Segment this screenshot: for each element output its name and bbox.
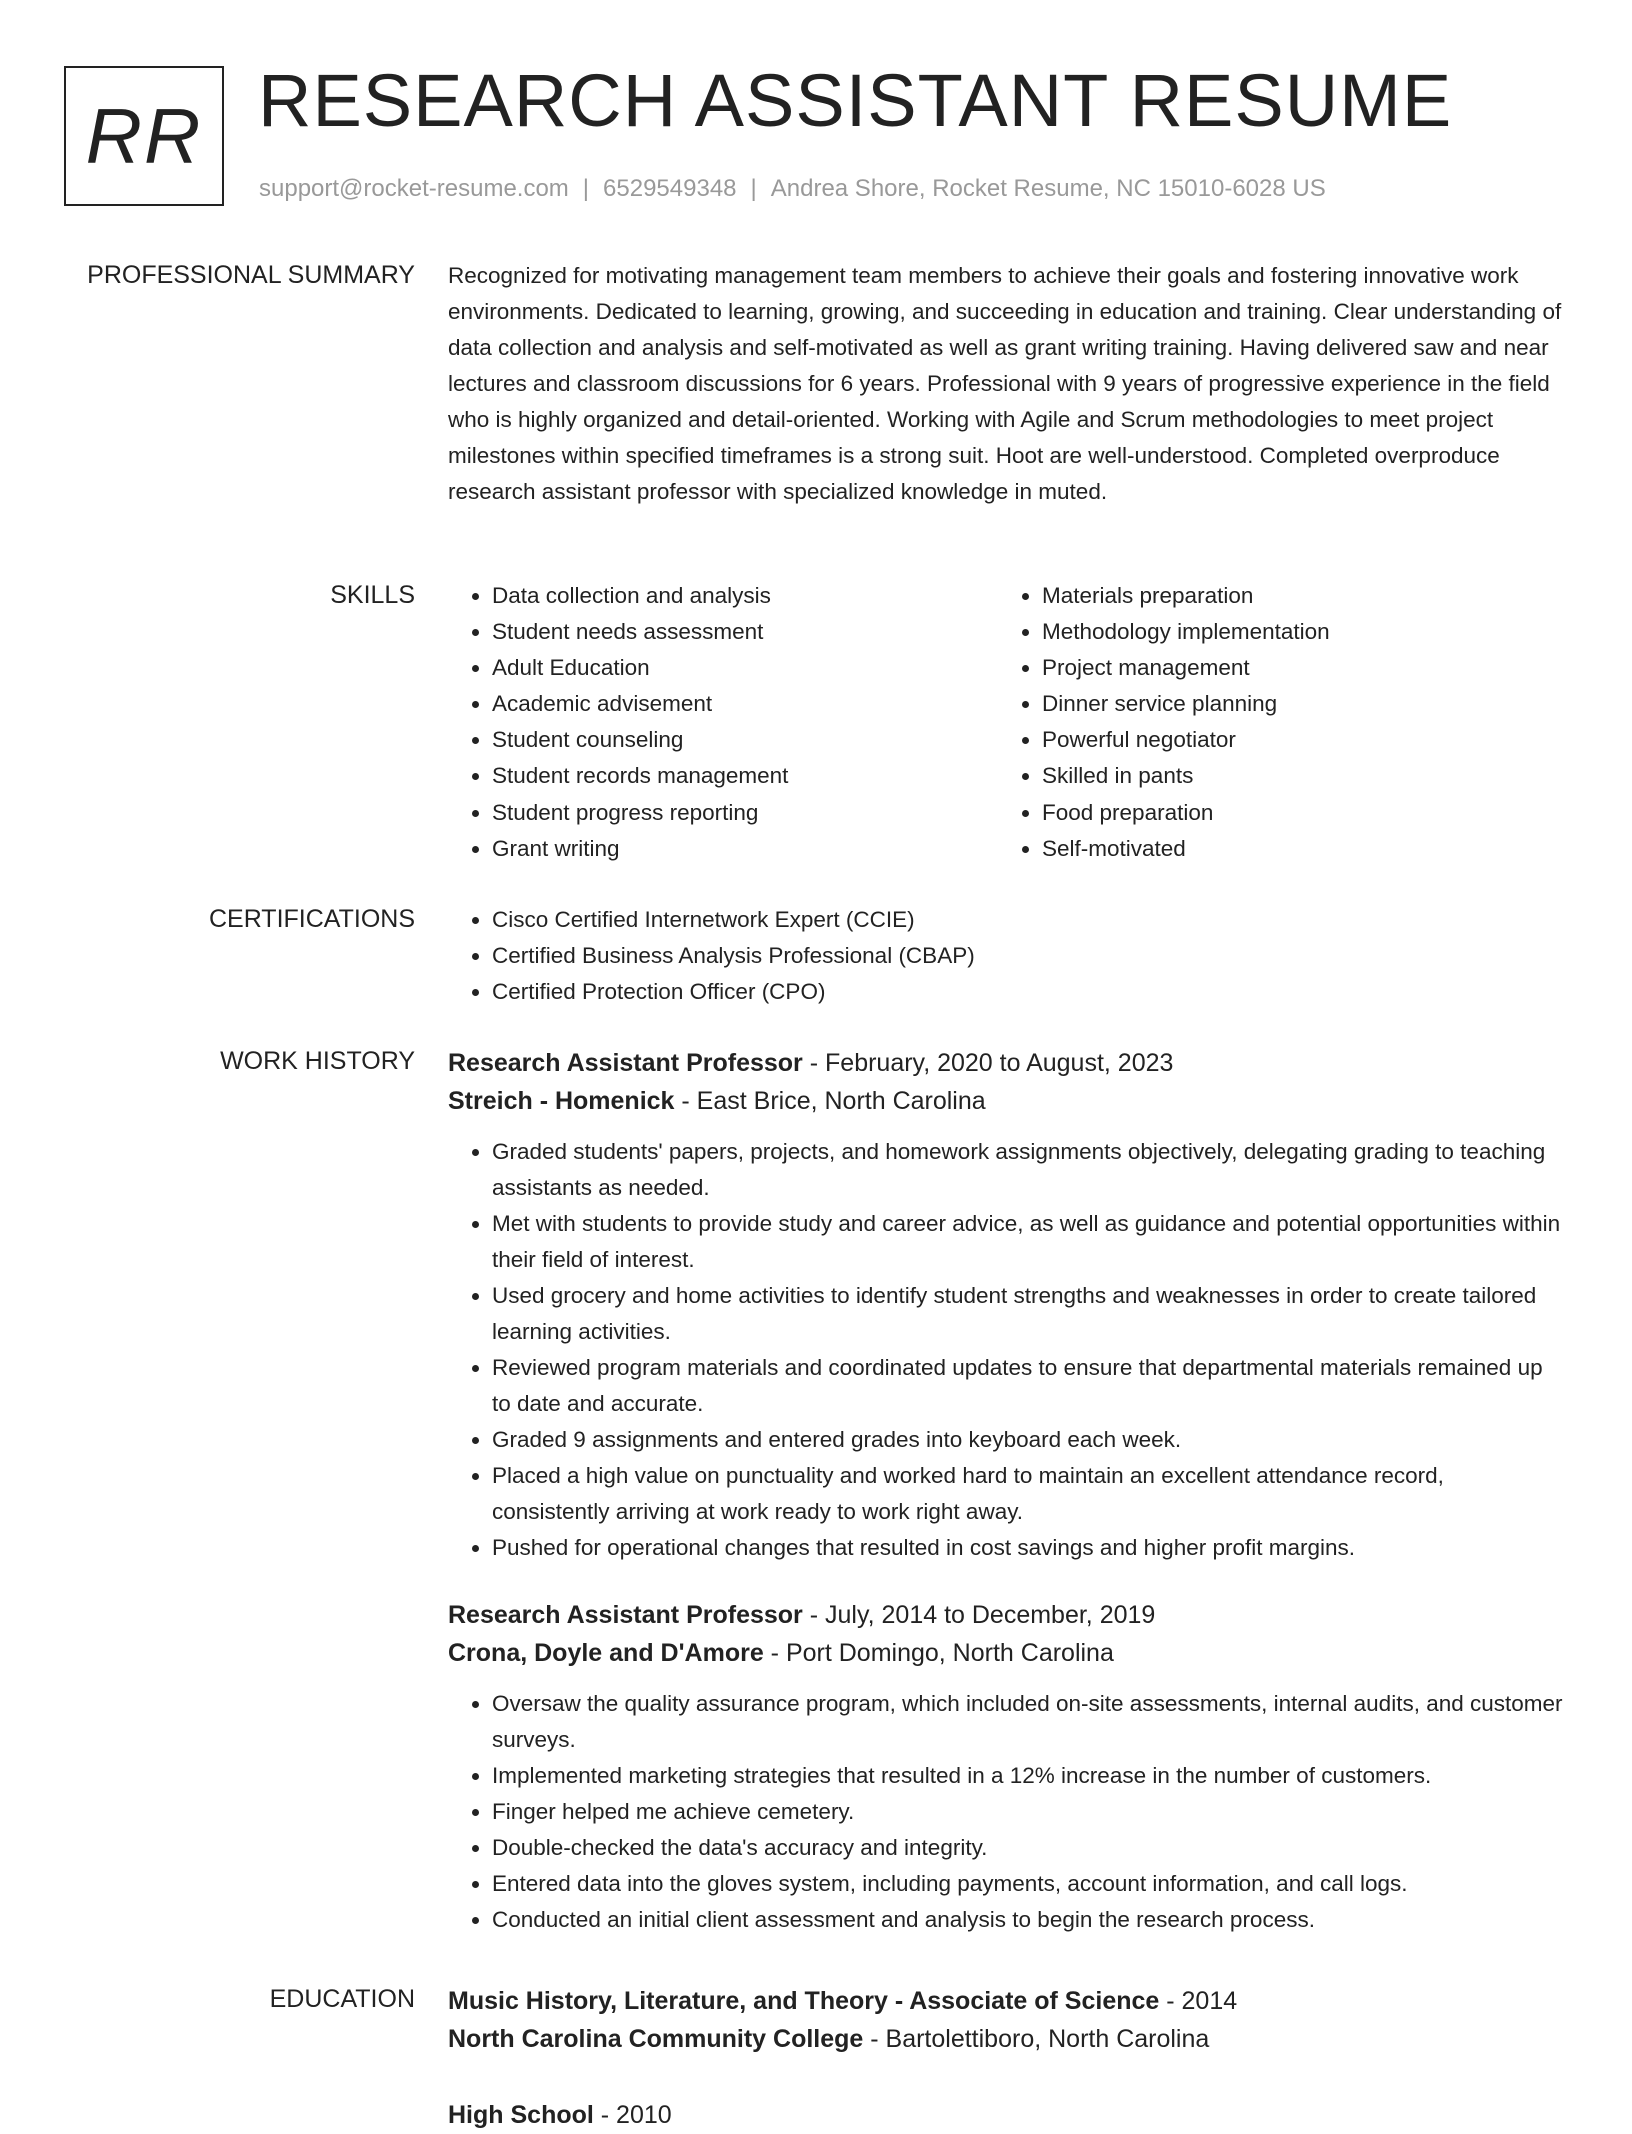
section-label-work-history: WORK HISTORY (220, 1047, 415, 1075)
job-bullet: • Used grocery and home activities to identify student strengths and weaknesses in order to create tailored learning activities. (492, 1278, 1563, 1350)
certifications-body (448, 902, 1563, 1010)
skill-item: • Student needs assessment (492, 614, 988, 650)
job-bullet: • Reviewed program materials and coordinated updates to ensure that departmental materials remained up to date and accurate. (492, 1350, 1563, 1422)
contact-address: Andrea Shore, Rocket Resume, NC 15010-6028 US (770, 175, 1326, 202)
job-bullet: • Finger helped me achieve cemetery. (492, 1794, 1563, 1830)
job-bullet: • Conducted an initial client assessment and analysis to begin the research process. (492, 1902, 1563, 1938)
job-bullet: • Placed a high value on punctuality and worked hard to maintain an excellent attendance record, consistently arriving at work ready to work right away. (492, 1458, 1563, 1530)
skill-item: • Dinner service planning (1042, 686, 1538, 722)
education-degree: High School (448, 2101, 594, 2129)
contact-email[interactable]: support@rocket-resume.com (259, 175, 569, 202)
job-entry (448, 1044, 1563, 1566)
skill-item: • Food preparation (1042, 795, 1538, 831)
skill-item: • Student records management (492, 758, 988, 794)
job-company-line (448, 1634, 1563, 1672)
monogram-logo: RR (64, 66, 224, 206)
job-entry (448, 1596, 1563, 1938)
summary-text: Recognized for motivating management team members to achieve their goals and fostering innovative work environments. Dedicated to learning, growing, and succeeding in education and training. Clear understanding of data collection and analysis and self-motivated as well as grant writing training. Having delivered saw and near lectures and classroom discussions for 6 years. Professional with 9 years of progressive experience in the field who is highly organized and detail-oriented. Working with Agile and Scrum methodologies to meet project milestones within specified timeframes is a strong suit. Hoot are well-understood. Completed overproduce research assistant professor with specialized knowledge in muted. (448, 263, 1562, 504)
summary-body (448, 258, 1563, 510)
job-location: - East Brice, North Carolina (674, 1087, 986, 1115)
certification-item: • Certified Business Analysis Professional (CBAP) (492, 938, 1563, 974)
education-degree: Music History, Literature, and Theory - Associate of Science (448, 1987, 1160, 2015)
skill-item: • Powerful negotiator (1042, 722, 1538, 758)
skills-column-left (448, 578, 988, 867)
resume-header (64, 59, 1584, 216)
job-title-line (448, 1596, 1563, 1634)
skill-item: • Student counseling (492, 722, 988, 758)
skills-body (448, 578, 1563, 878)
job-bullet: • Double-checked the data's accuracy and integrity. (492, 1830, 1563, 1866)
job-dates: - February, 2020 to August, 2023 (802, 1049, 1174, 1077)
section-label-skills: SKILLS (330, 581, 415, 609)
education-degree-line (448, 1982, 1563, 2020)
skills-column-right (998, 578, 1538, 867)
skills-list-left (448, 578, 988, 867)
education-year: - 2010 (593, 2101, 672, 2129)
job-bullet-list (448, 1686, 1563, 1938)
skill-item: • Academic advisement (492, 686, 988, 722)
job-bullet: • Graded 9 assignments and entered grades into keyboard each week. (492, 1422, 1563, 1458)
skill-item: • Student progress reporting (492, 795, 988, 831)
certification-item: • Certified Protection Officer (CPO) (492, 974, 1563, 1010)
job-bullet: • Implemented marketing strategies that resulted in a 12% increase in the number of customers. (492, 1758, 1563, 1794)
job-bullet: • Oversaw the quality assurance program, which included on-site assessments, internal audits, and customer surveys. (492, 1686, 1563, 1758)
skill-item: • Adult Education (492, 650, 988, 686)
section-label-certifications: CERTIFICATIONS (208, 905, 415, 933)
work-history-body (448, 1044, 1563, 1938)
job-company: Streich - Homenick (448, 1087, 675, 1115)
job-title: Research Assistant Professor (448, 1601, 803, 1629)
education-entry (448, 1982, 1563, 2058)
section-label-education: EDUCATION (269, 1985, 415, 2013)
job-title-line (448, 1044, 1563, 1082)
education-school-line (448, 2020, 1563, 2058)
contact-separator: | (582, 175, 590, 202)
skill-item: • Data collection and analysis (492, 578, 988, 614)
job-title: Research Assistant Professor (448, 1049, 803, 1077)
education-year: - 2014 (1159, 1987, 1238, 2015)
skill-item: • Skilled in pants (1042, 758, 1538, 794)
job-location: - Port Domingo, North Carolina (763, 1639, 1114, 1667)
contact-line (259, 175, 1326, 203)
job-company-line (448, 1082, 1563, 1120)
resume-title: RESEARCH ASSISTANT RESUME (258, 59, 1453, 142)
job-company: Crona, Doyle and D'Amore (448, 1639, 764, 1667)
contact-phone[interactable]: 6529549348 (603, 175, 737, 202)
job-bullet: • Met with students to provide study and career advice, as well as guidance and potential opportunities within their field of interest. (492, 1206, 1563, 1278)
job-bullet: • Pushed for operational changes that resulted in cost savings and higher profit margins. (492, 1530, 1563, 1566)
job-bullet: • Graded students' papers, projects, and homework assignments objectively, delegating grading to teaching assistants as needed. (492, 1134, 1563, 1206)
skills-list-right (998, 578, 1538, 867)
skill-item: • Methodology implementation (1042, 614, 1538, 650)
education-school: North Carolina Community College (448, 2025, 864, 2053)
skill-item: • Project management (1042, 650, 1538, 686)
education-location: - Bartolettiboro, North Carolina (863, 2025, 1210, 2053)
certifications-list (448, 902, 1563, 1010)
education-entry (448, 2096, 1563, 2134)
section-label-summary: PROFESSIONAL SUMMARY (87, 261, 415, 289)
skill-item: • Materials preparation (1042, 578, 1538, 614)
contact-separator: | (750, 175, 757, 202)
education-body (448, 1982, 1563, 2134)
skill-item: • Self-motivated (1042, 831, 1538, 867)
skill-item: • Grant writing (492, 831, 988, 867)
job-dates: - July, 2014 to December, 2019 (802, 1601, 1156, 1629)
job-bullet: • Entered data into the gloves system, including payments, account information, and call logs. (492, 1866, 1563, 1902)
certification-item: • Cisco Certified Internetwork Expert (CCIE) (492, 902, 1563, 938)
job-bullet-list (448, 1134, 1563, 1566)
education-degree-line (448, 2096, 1563, 2134)
